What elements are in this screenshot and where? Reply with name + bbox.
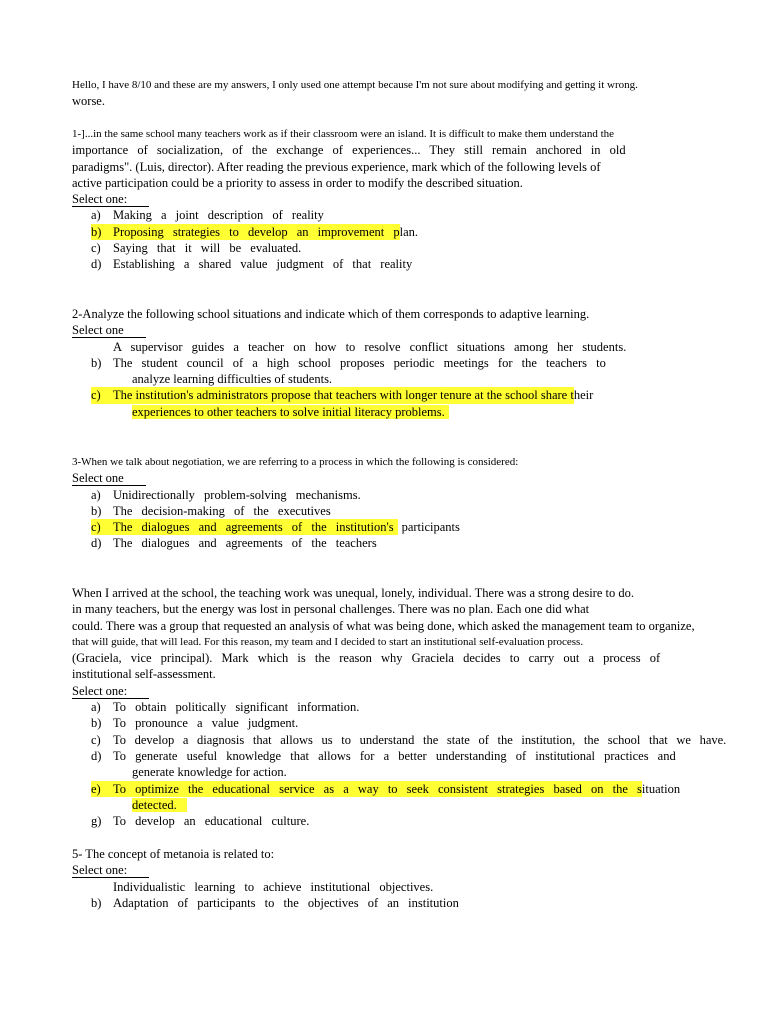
question-text: institutional self-assessment.: [72, 667, 216, 682]
option-c-selected[interactable]: c) The institution's administrators propose that teachers with longer tenure at the school share t heir: [91, 388, 594, 403]
question-1: [72, 126, 712, 273]
option-e-selected[interactable]: e) To optimize the educational service as a way to seek consistent strategies based on the s ituation: [91, 781, 681, 796]
options-list: [91, 207, 712, 272]
option-a[interactable]: a) To obtain politically significant information.: [91, 700, 360, 715]
select-one-label: Select one:: [72, 684, 149, 699]
option-b[interactable]: b) The student council of a high school proposes periodic meetings for the teachers to: [91, 355, 606, 370]
option-a[interactable]: A supervisor guides a teacher on how to resolve conflict situations among her students.: [113, 339, 627, 354]
option-b[interactable]: b) Adaptation of participants to the objectives of an institution: [91, 895, 459, 910]
question-text: 1-]...in the same school many teachers work as if their classroom were an island. It is difficult to make them understand the: [72, 128, 615, 140]
select-one-label: Select one: [72, 323, 146, 338]
option-d[interactable]: d) To generate useful knowledge that allows for a better understanding of institutional practices and: [91, 748, 676, 763]
option-c-continued: experiences to other teachers to solve initial literacy problems.: [132, 405, 449, 419]
options-list: [91, 879, 712, 912]
intro-line: worse.: [72, 94, 105, 109]
select-one-label: Select one:: [72, 863, 149, 878]
option-a[interactable]: a) Making a joint description of reality: [91, 208, 324, 223]
select-one-label: Select one: [72, 471, 146, 486]
question-text: 2-Analyze the following school situations and indicate which of them corresponds to adaptive learning.: [72, 307, 590, 321]
intro-paragraph: [72, 77, 712, 110]
question-text: (Graciela, vice principal). Mark which is the reason why Graciela decides to carry out a process of: [72, 651, 661, 666]
question-text: 5- The concept of metanoia is related to:: [72, 847, 275, 861]
question-text: importance of socialization, of the exchange of experiences... They still remain anchored in old: [72, 143, 626, 158]
question-text: that will guide, that will lead. For this reason, my team and I decided to start an institutional self-evaluation process.: [72, 635, 584, 648]
option-c[interactable]: c) To develop a diagnosis that allows us to understand the state of the institution, the school that we have.: [91, 732, 727, 747]
option-c-selected[interactable]: c) The dialogues and agreements of the institution's participants: [91, 520, 460, 535]
option-a[interactable]: Individualistic learning to achieve institutional objectives.: [113, 879, 434, 894]
select-one-label: Select one:: [72, 192, 149, 207]
question-text: When I arrived at the school, the teaching work was unequal, lonely, individual. There was a strong desire to do.: [72, 586, 634, 600]
option-b-selected[interactable]: b) Proposing strategies to develop an improvement p lan.: [91, 224, 419, 239]
option-d[interactable]: d) The dialogues and agreements of the teachers: [91, 536, 377, 551]
option-d[interactable]: d) Establishing a shared value judgment of that reality: [91, 257, 413, 272]
option-d-continued: generate knowledge for action.: [132, 765, 287, 780]
question-text: in many teachers, but the energy was lost in personal challenges. There was no plan. Each one did what: [72, 602, 590, 617]
option-a[interactable]: a) Unidirectionally problem-solving mechanisms.: [91, 487, 361, 502]
option-b-continued: analyze learning difficulties of students.: [132, 372, 333, 387]
options-list: [91, 699, 727, 829]
option-e-continued: detected.: [132, 798, 187, 812]
options-list: [91, 487, 712, 552]
option-b[interactable]: b) The decision-making of the executives: [91, 503, 331, 518]
question-text: 3-When we talk about negotiation, we are referring to a process in which the following is considered:: [72, 456, 519, 468]
option-b[interactable]: b) To pronounce a value judgment.: [91, 716, 299, 731]
question-2: [72, 306, 712, 420]
options-list: [91, 339, 712, 420]
intro-line: Hello, I have 8/10 and these are my answers, I only used one attempt because I'm not sure about modifying and getting it wrong.: [72, 79, 638, 91]
question-text: active participation could be a priority to assess in order to modify the described situation.: [72, 175, 523, 190]
option-c[interactable]: c) Saying that it will be evaluated.: [91, 241, 302, 256]
option-g[interactable]: g) To develop an educational culture.: [91, 814, 310, 829]
question-text: paradigms". (Luis, director). After reading the previous experience, mark which of the following levels of: [72, 159, 601, 174]
question-5: [72, 846, 712, 911]
question-3: [72, 454, 712, 552]
question-4: [72, 585, 727, 829]
question-text: could. There was a group that requested an analysis of what was being done, which asked the management team to organize,: [72, 618, 695, 633]
